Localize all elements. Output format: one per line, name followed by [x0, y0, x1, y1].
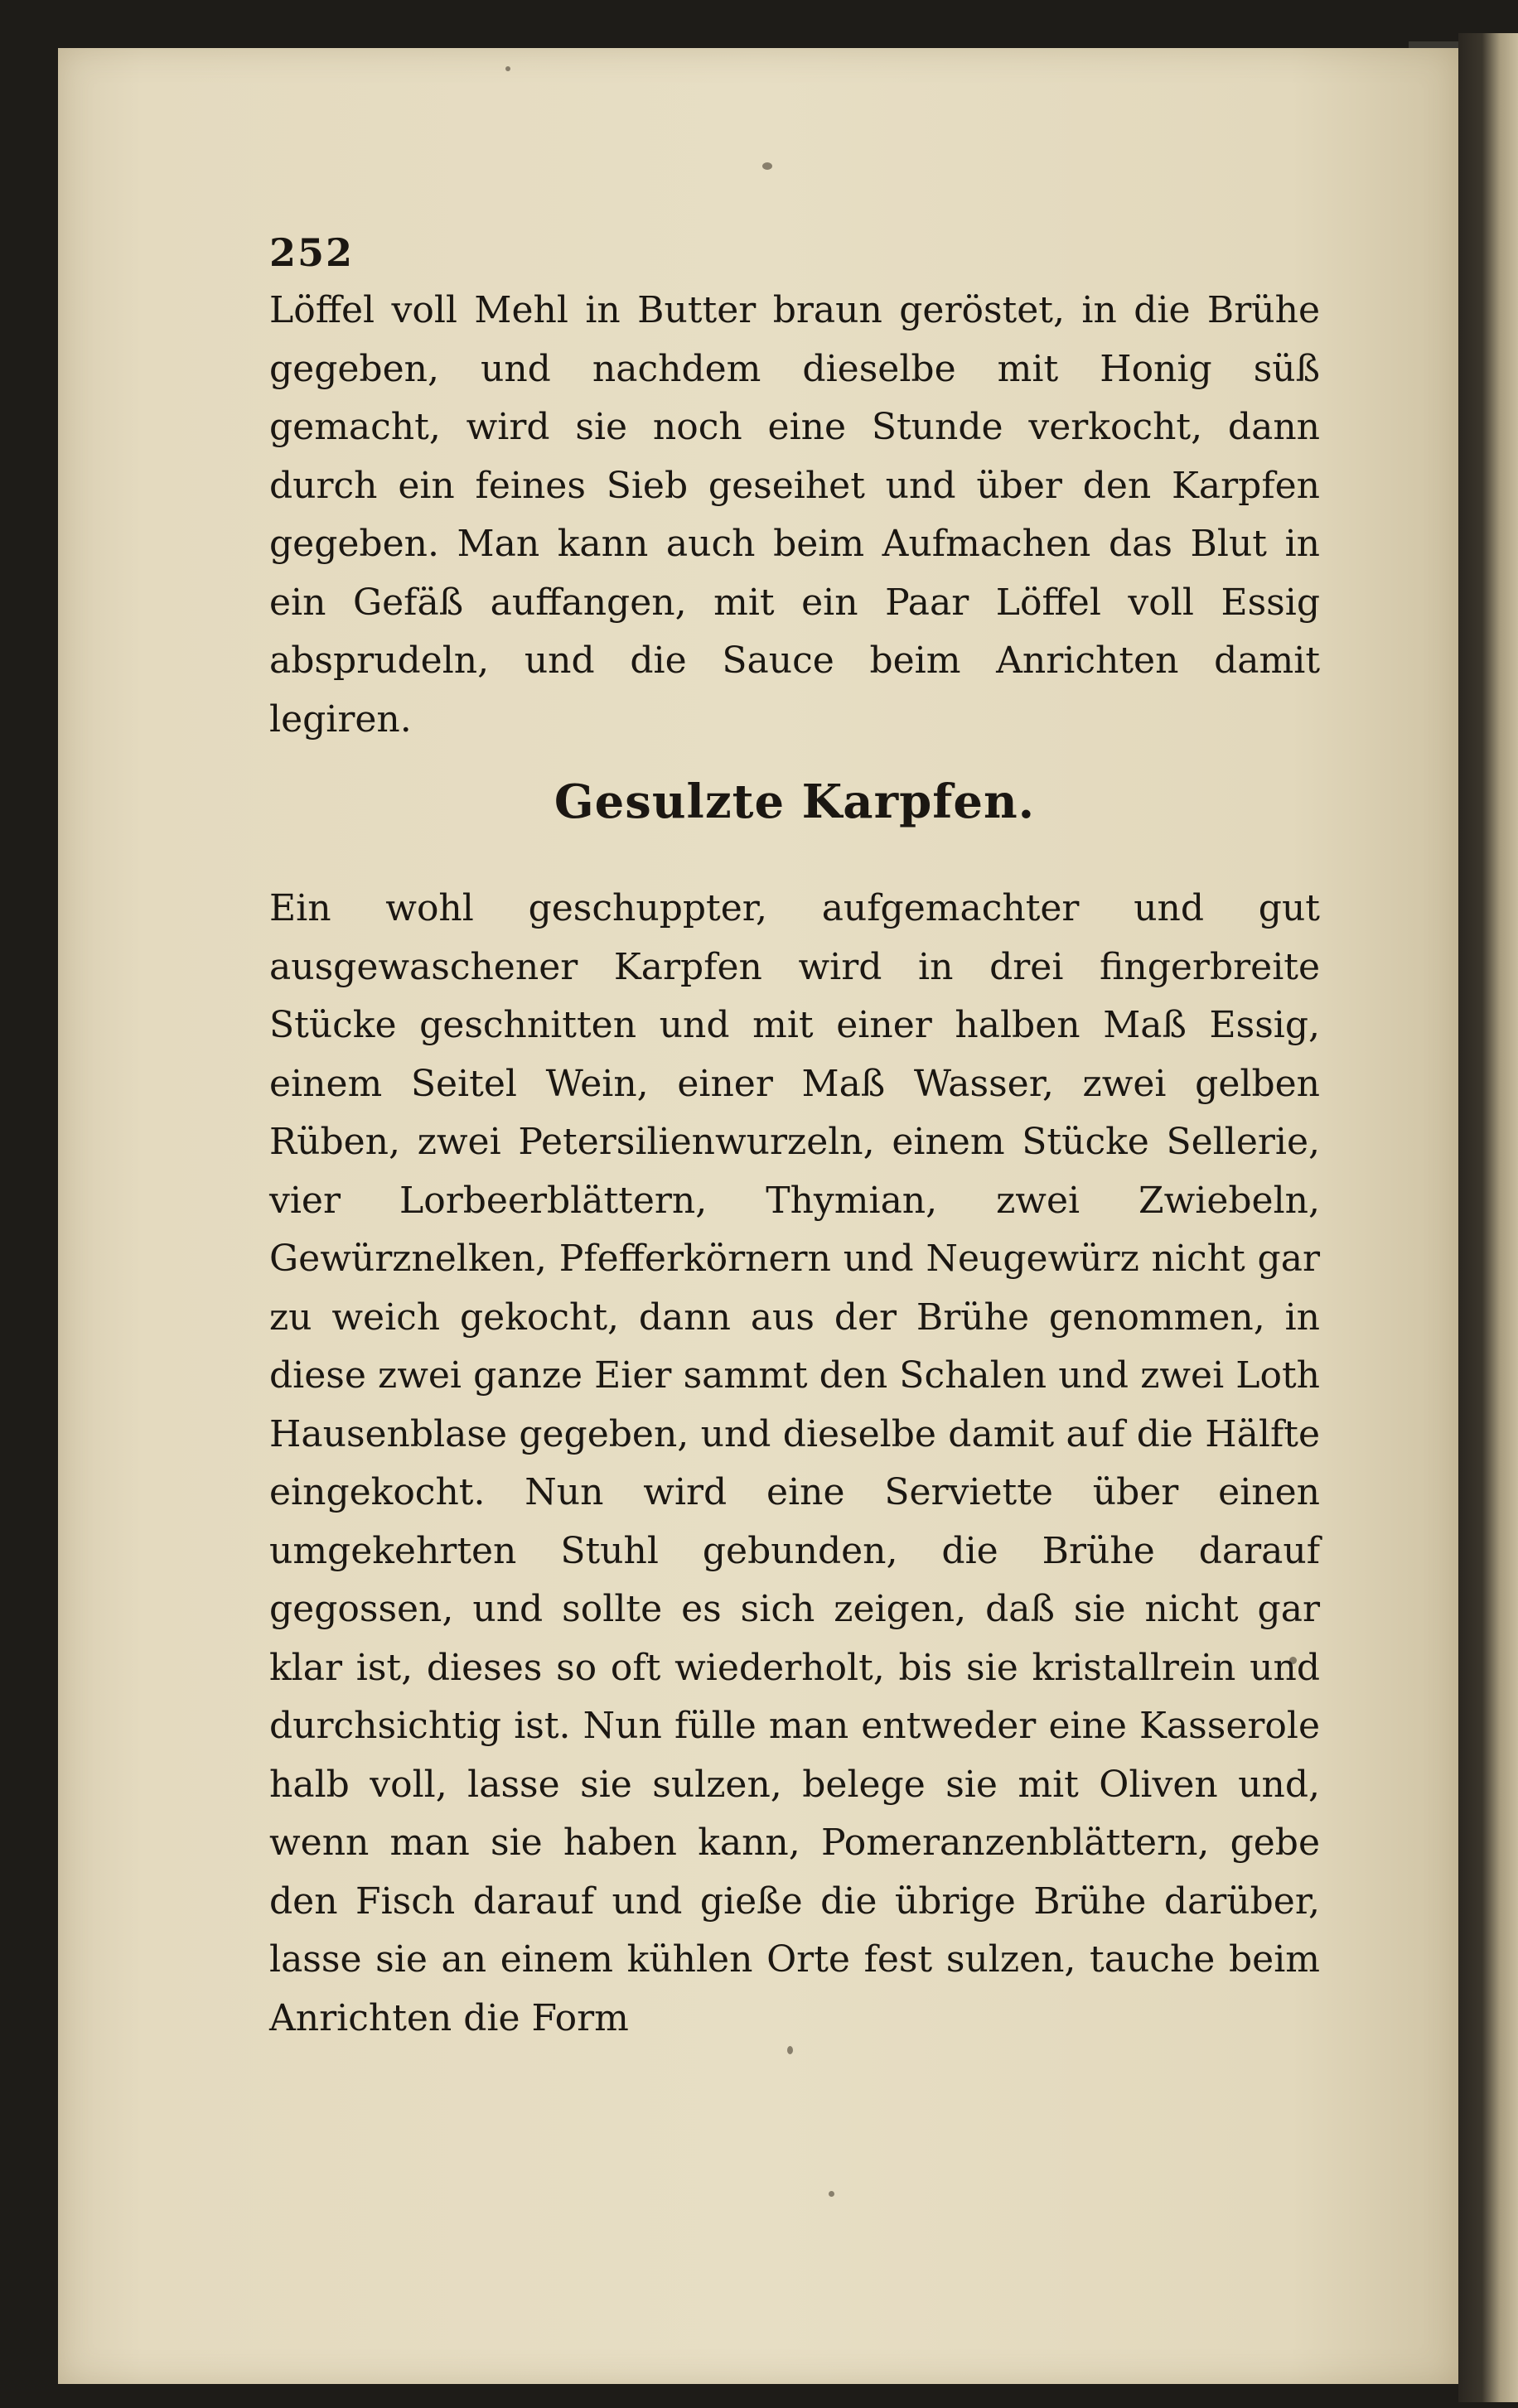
paper-speck: [505, 66, 510, 71]
next-page-edge: [1458, 33, 1518, 2402]
paragraph-intro: Löffel voll Mehl in Butter braun geröstet, in die Brühe gegeben, und nachdem dieselbe mit Honig süß gemacht, wird sie noch eine Stunde verkocht, dann durch ein feines Sieb geseihet und über den Karpfen gegeben. Man kann auch beim Aufmachen das Blut in ein Gefäß auffangen, mit ein Paar Löffel voll Essig absprudeln, und die Sauce beim Anrichten damit legiren.: [269, 289, 1320, 741]
paragraph-recipe: Ein wohl geschuppter, aufgemachter und gut ausgewaschener Karpfen wird in drei fingerbreite Stücke geschnitten und mit einer halben Maß Essig, einem Seitel Wein, einer Maß Wasser, zwei gelben Rüben, zwei Petersilienwurzeln, einem Stücke Sellerie, vier Lorbeerblättern, Thymian, zwei Zwiebeln, Gewürznelken, Pfefferkörnern und Neugewürz nicht gar zu weich gekocht, dann aus der Brühe genommen, in diese zwei ganze Eier sammt den Schalen und zwei Loth Hausenblase gegeben, und dieselbe damit auf die Hälfte eingekocht. Nun wird eine Serviette über einen umgekehrten Stuhl gebunden, die Brühe darauf gegossen, und sollte es sich zeigen, daß sie nicht gar klar ist, dieses so oft wiederholt, bis sie kristallrein und durchsichtig ist. Nun fülle man entweder eine Kasserole halb voll, lasse sie sulzen, belege sie mit Oliven und, wenn man sie haben kann, Pomeranzenblättern, gebe den Fisch darauf und gieße die übrige Brühe darüber, lasse sie an einem kühlen Orte fest sulzen, tauche beim Anrichten die Form: [269, 887, 1320, 2039]
recipe-heading: Gesulzte Karpfen.: [554, 775, 1036, 829]
paper-speck: [762, 162, 772, 170]
paper-speck: [829, 2191, 834, 2197]
page-number: 252: [269, 230, 355, 275]
